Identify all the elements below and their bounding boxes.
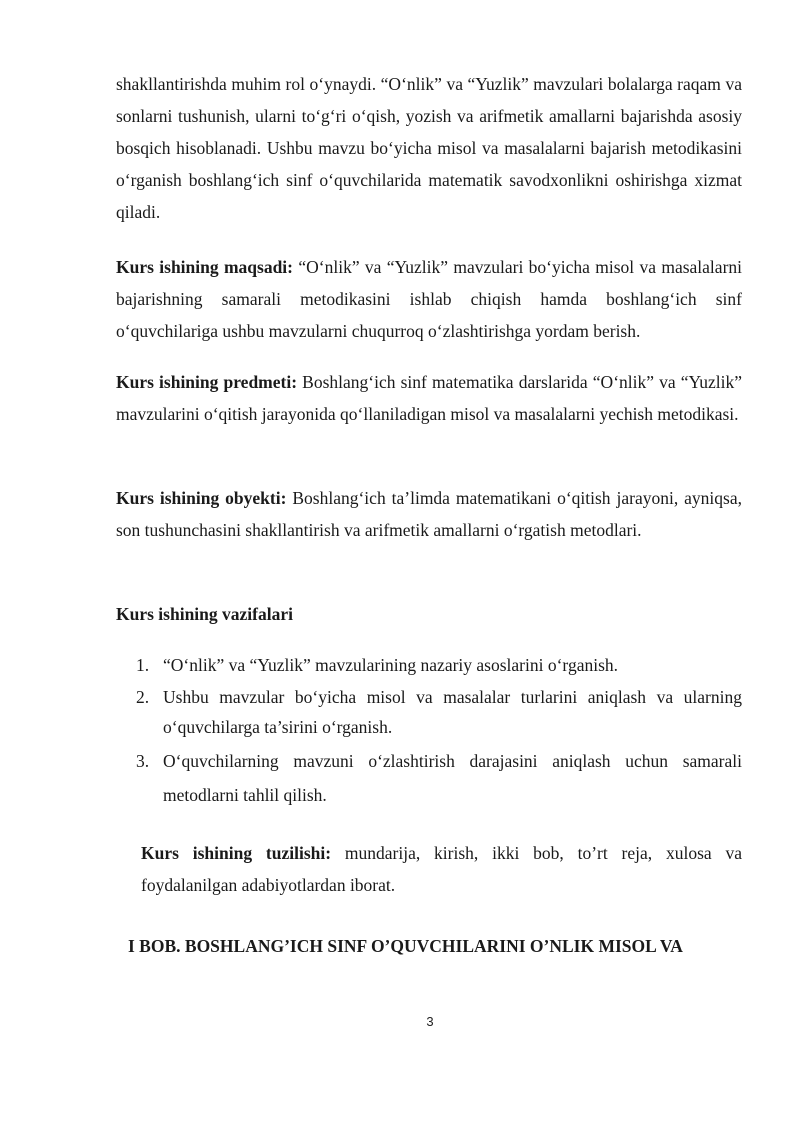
list-item: [116, 744, 742, 812]
subject-label: Kurs ishining predmeti:: [116, 372, 298, 392]
structure-paragraph: [141, 837, 742, 901]
list-item-number: 3.: [136, 751, 150, 771]
object-paragraph: [116, 482, 742, 546]
tasks-list: [116, 650, 742, 814]
goal-paragraph: [116, 251, 742, 347]
intro-paragraph: [116, 68, 742, 228]
list-item-text: Ushbu mavzular bo‘yicha misol va masalalar turlarini aniqlash va ularning o‘quvchilarga ta’sirini o‘rganish.: [163, 687, 742, 737]
structure-label: Kurs ishining tuzilishi:: [141, 843, 332, 863]
intro-text: shakllantirishda muhim rol o‘ynaydi. “O‘nlik” va “Yuzlik” mavzulari bolalarga raqam va sonlarni tushunish, ularni to‘g‘ri o‘qish, yozish va arifmetik amallarni bajarishda asosiy bosqich hisoblanadi. Ushbu mavzu bo‘yicha misol va masalalarni bajarish metodikasini o‘rganish boshlang‘ich sinf o‘quvchilarida matematik savodxonlikni oshirishga xizmat qiladi.: [116, 74, 742, 222]
tasks-heading: Kurs ishining vazifalari: [116, 604, 293, 624]
page-number: 3: [426, 1014, 434, 1029]
object-label: Kurs ishining obyekti:: [116, 488, 287, 508]
subject-text: Boshlang‘ich sinf matematika darslarida “O‘nlik” va “Yuzlik” mavzularini o‘qitish jarayonida qo‘llaniladigan misol va masalalarni yechish metodikasi.: [116, 372, 742, 424]
list-item: [116, 650, 742, 680]
structure-text: mundarija, kirish, ikki bob, to’rt reja, xulosa va foydalanilgan adabiyotlardan iborat.: [141, 843, 742, 895]
goal-label: Kurs ishining maqsadi:: [116, 257, 294, 277]
list-item-number: 1.: [136, 655, 150, 675]
object-text: Boshlang‘ich ta’limda matematikani o‘qitish jarayoni, ayniqsa, son tushunchasini shakllantirish va arifmetik amallarni o‘rgatish metodlari.: [116, 488, 742, 540]
subject-paragraph: [116, 366, 742, 430]
list-item-number: 2.: [136, 687, 150, 707]
list-item-text: O‘quvchilarning mavzuni o‘zlashtirish darajasini aniqlash uchun samarali metodlarni tahlil qilish.: [163, 751, 742, 805]
goal-text: “O‘nlik” va “Yuzlik” mavzulari bo‘yicha misol va masalalarni bajarishning samarali metodikasini ishlab chiqish hamda boshlang‘ich sinf o‘quvchilariga ushbu mavzularni chuqurroq o‘zlashtirishga yordam berish.: [116, 257, 743, 341]
chapter-heading: I BOB. BOSHLANG’ICH SINF O’QUVCHILARINI O’NLIK MISOL VA: [128, 936, 683, 956]
list-item: [116, 682, 742, 742]
list-item-text: “O‘nlik” va “Yuzlik” mavzularining nazariy asoslarini o‘rganish.: [163, 655, 619, 675]
